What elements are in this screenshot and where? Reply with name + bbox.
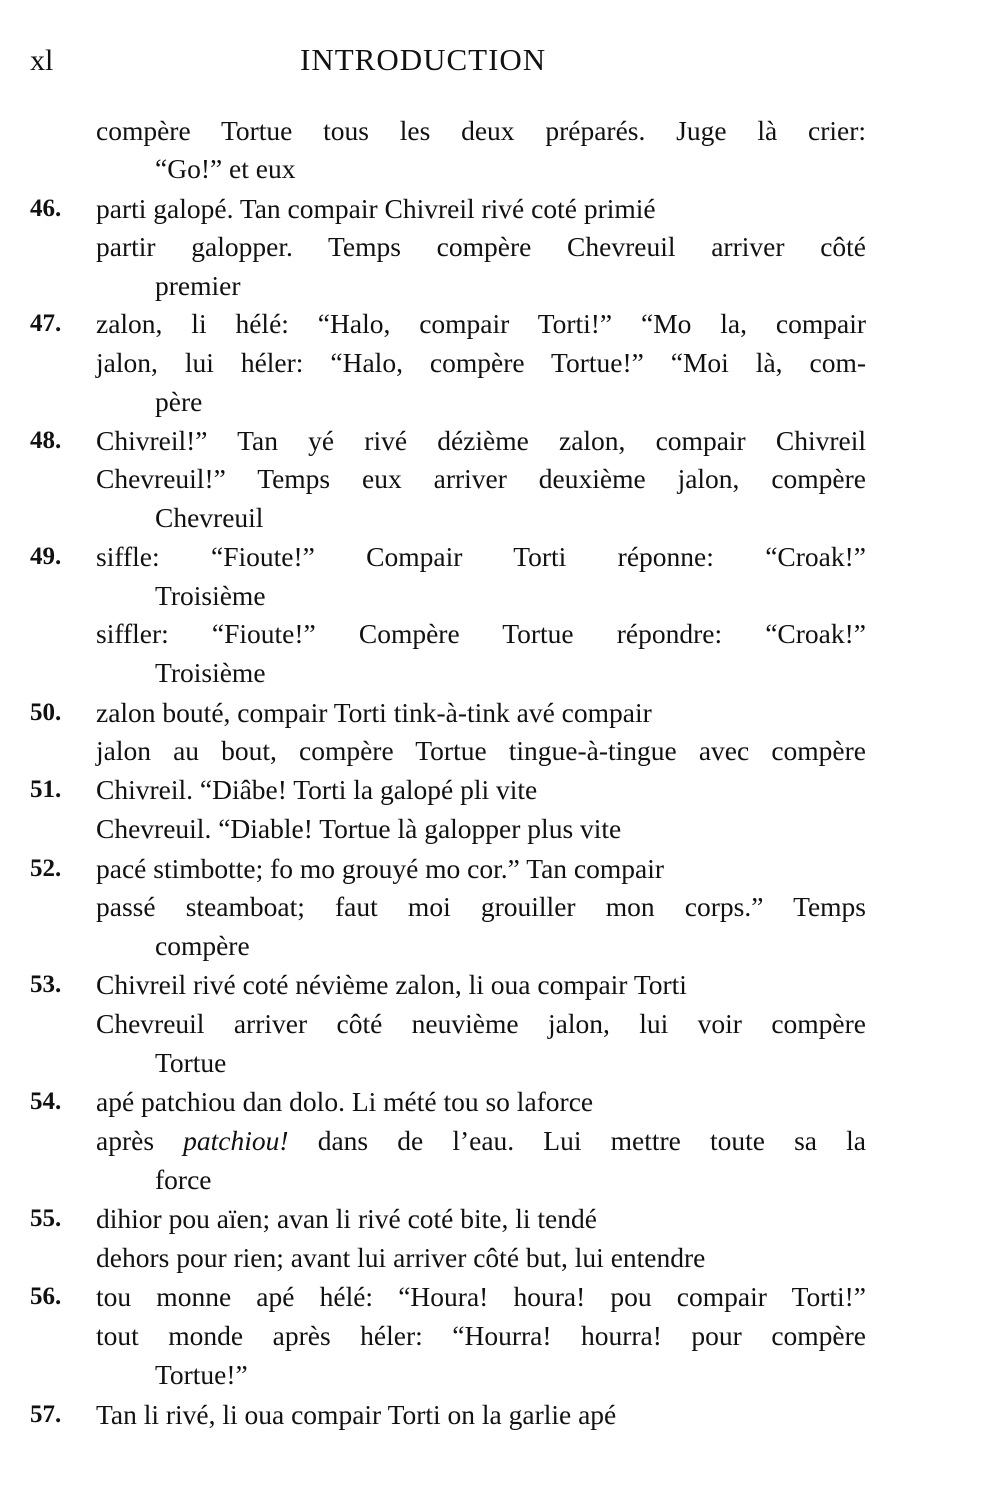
- line-number: 52.: [30, 855, 62, 882]
- text-line: Tan li rivé, li oua compair Torti on la garlie apé: [96, 1399, 617, 1430]
- line-number: 51.: [30, 776, 62, 803]
- line-number: 46.: [30, 195, 62, 222]
- text-line: “Go!” et eux: [155, 153, 296, 184]
- line-number: 54.: [30, 1088, 62, 1115]
- text-line: tout monde après héler: “Hourra! hourra! pour compère: [96, 1320, 866, 1351]
- text-line: Chevreuil: [155, 502, 264, 533]
- text-line: Tortue!”: [155, 1359, 248, 1390]
- text-line: Chevreuil!” Temps eux arriver deuxième jalon, compère: [96, 463, 866, 494]
- text-line: Chevreuil. “Diable! Tortue là galopper plus vite: [96, 813, 622, 844]
- text-line: Chevreuil arriver côté neuvième jalon, lui voir compère: [96, 1008, 866, 1039]
- text-line: compère: [155, 930, 250, 961]
- text-line: siffle: “Fioute!” Compair Torti réponne: “Croak!”: [96, 541, 866, 572]
- text-line: jalon, lui héler: “Halo, compère Tortue!” “Moi là, com-: [96, 347, 866, 378]
- text-line: compère Tortue tous les deux préparés. Juge là crier:: [96, 115, 866, 146]
- text-line: Tortue: [155, 1047, 227, 1078]
- running-title: INTRODUCTION: [300, 42, 547, 77]
- text-line: partir galopper. Temps compère Chevreuil arriver côté: [96, 231, 866, 262]
- text-line: force: [155, 1164, 212, 1195]
- line-number: 55.: [30, 1205, 62, 1232]
- text-line: père: [155, 386, 203, 417]
- line-number: 57.: [30, 1401, 62, 1428]
- text-line: zalon bouté, compair Torti tink-à-tink avé compair: [96, 697, 652, 728]
- text-line: zalon, li hélé: “Halo, compair Torti!” “Mo la, compair: [96, 308, 866, 339]
- text-line: premier: [155, 270, 241, 301]
- text-line: Troisième: [155, 657, 266, 688]
- line-number: 53.: [30, 971, 62, 998]
- text-line: Chivreil!” Tan yé rivé dézième zalon, compair Chivreil: [96, 425, 866, 456]
- line-number: 48.: [30, 427, 62, 454]
- text-line: passé steamboat; faut moi grouiller mon corps.” Temps: [96, 891, 866, 922]
- text-line: tou monne apé hélé: “Houra! houra! pou compair Torti!”: [96, 1281, 866, 1312]
- text-line: [96, 1124, 866, 1158]
- text-line: dihior pou aïen; avan li rivé coté bite, li tendé: [96, 1203, 597, 1234]
- page-number: xl: [30, 44, 54, 77]
- text-line: parti galopé. Tan compair Chivreil rivé coté primié: [96, 193, 656, 224]
- text-line: dehors pour rien; avant lui arriver côté but, lui entendre: [96, 1242, 706, 1273]
- italic-text: patchiou!: [183, 1125, 289, 1156]
- line-number: 47.: [30, 310, 62, 337]
- line-number: 49.: [30, 543, 62, 570]
- text-line: Troisième: [155, 580, 266, 611]
- text-segment: après: [96, 1125, 184, 1156]
- text-line: siffler: “Fioute!” Compère Tortue répondre: “Croak!”: [96, 618, 866, 649]
- text-line: jalon au bout, compère Tortue tingue-à-tingue avec compère: [96, 735, 866, 766]
- line-number: 50.: [30, 699, 62, 726]
- text-segment: dans de l’eau. Lui mettre toute sa la: [288, 1125, 866, 1156]
- text-line: apé patchiou dan dolo. Li mété tou so laforce: [96, 1086, 594, 1117]
- text-line: pacé stimbotte; fo mo grouyé mo cor.” Tan compair: [96, 853, 665, 884]
- text-line: Chivreil rivé coté névième zalon, li oua compair Torti: [96, 969, 687, 1000]
- text-line: Chivreil. “Diâbe! Torti la galopé pli vite: [96, 774, 538, 805]
- line-number: 56.: [30, 1283, 62, 1310]
